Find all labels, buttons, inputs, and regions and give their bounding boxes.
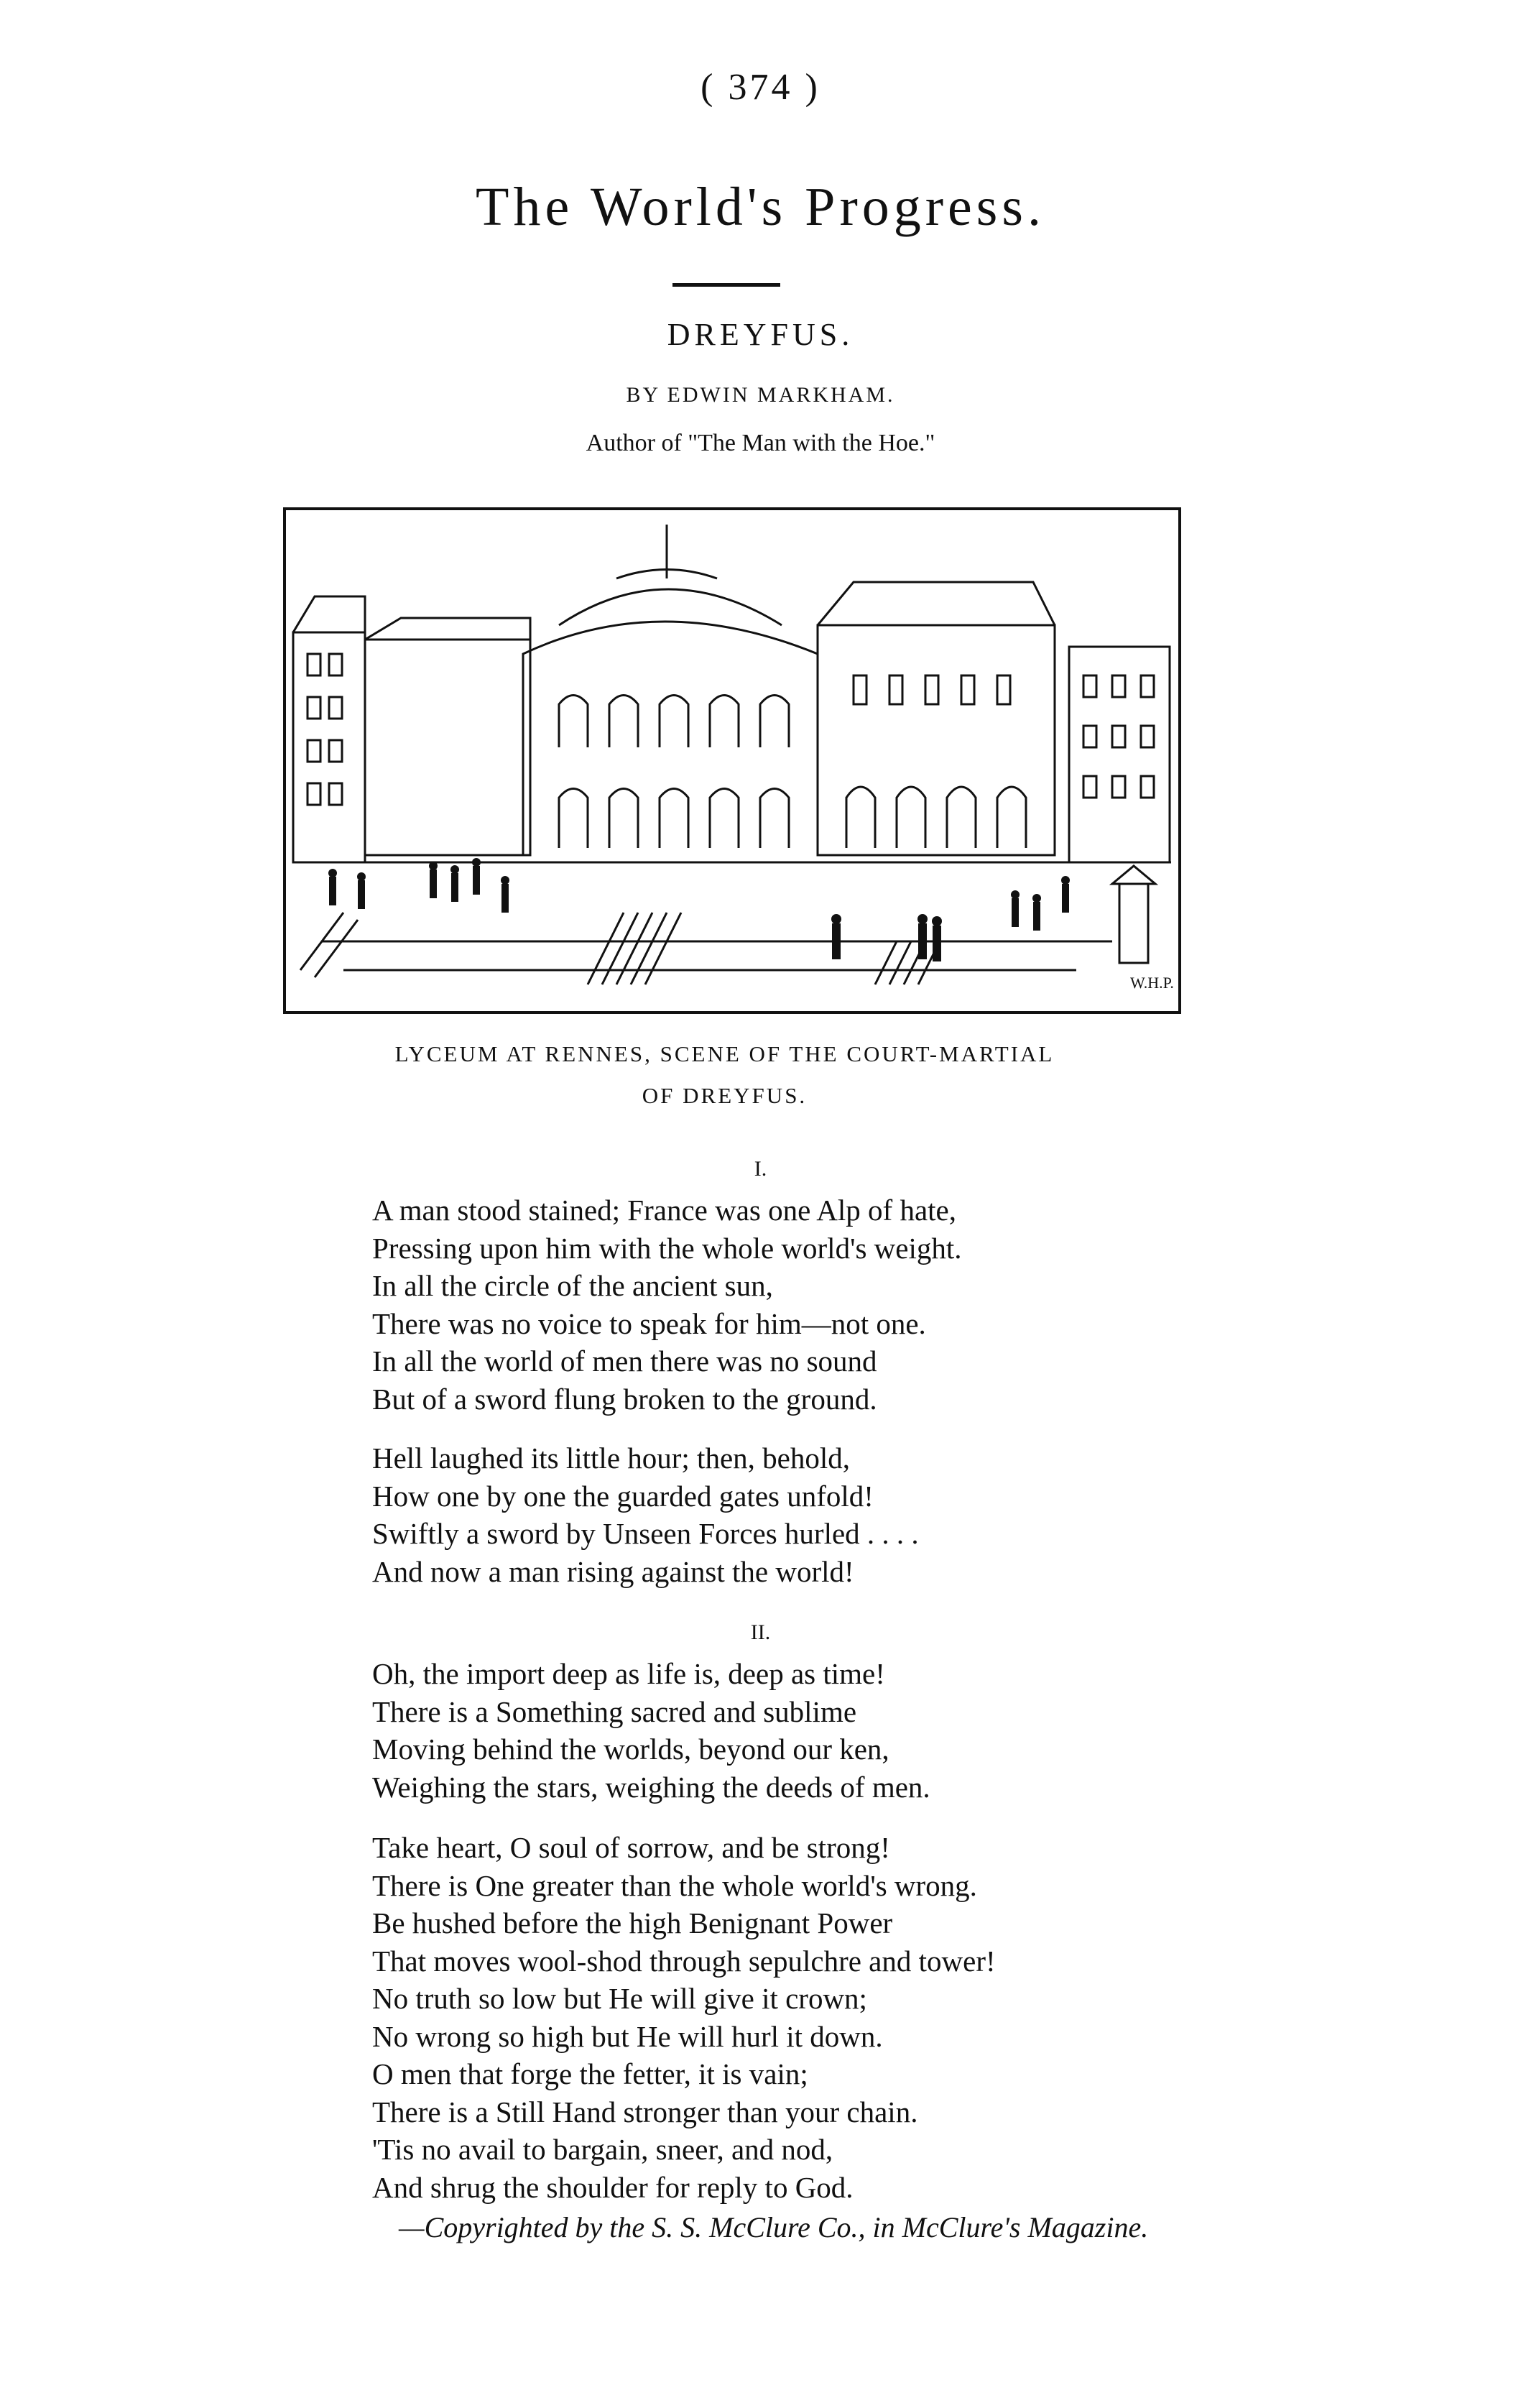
verse-line: 'Tis no avail to bargain, sneer, and nod,	[372, 2133, 833, 2166]
verse-line: There was no voice to speak for him—not one.	[372, 1306, 926, 1340]
verse-line: In all the circle of the ancient sun,	[372, 1269, 773, 1302]
verse-line: No truth so low but He will give it crown;	[372, 1982, 867, 2015]
stanza	[372, 1829, 1198, 2206]
section-number: II.	[750, 1620, 771, 1644]
stanza	[372, 1191, 1198, 1418]
lyceum-illustration	[283, 507, 1181, 1014]
poem-title: DREYFUS.	[667, 317, 854, 352]
author-note: Author of "The Man with the Hoe."	[586, 430, 935, 456]
verse-line: There is a Still Hand stronger than your chain.	[372, 2095, 918, 2128]
verse-line: There is One greater than the whole world's wrong.	[372, 1868, 977, 1902]
page-number: ( 374 )	[701, 67, 820, 108]
stanza	[372, 1655, 1198, 1806]
verse-line: Weighing the stars, weighing the deeds of men.	[372, 1770, 930, 1804]
byline: BY EDWIN MARKHAM.	[626, 383, 895, 407]
verse-line: O men that forge the fetter, it is vain;	[372, 2057, 808, 2090]
page-title: The World's Progress.	[476, 177, 1045, 237]
verse-line: That moves wool-shod through sepulchre and tower!	[372, 1944, 996, 1978]
verse-line: There is a Something sacred and sublime	[372, 1694, 857, 1728]
verse-line: Pressing upon him with the whole world's weight.	[372, 1231, 962, 1265]
verse-line: Be hushed before the high Benignant Power	[372, 1906, 893, 1939]
verse-line: And now a man rising against the world!	[372, 1554, 854, 1588]
verse-line: Hell laughed its little hour; then, behold,	[372, 1441, 850, 1475]
verse-line: And shrug the shoulder for reply to God.	[372, 2170, 854, 2204]
verse-line: Oh, the import deep as life is, deep as time!	[372, 1657, 885, 1690]
caption-line: LYCEUM AT RENNES, SCENE OF THE COURT-MARTIAL	[394, 1041, 1055, 1066]
illustration-caption	[216, 1033, 1234, 1117]
verse-line: No wrong so high but He will hurl it down.	[372, 2019, 883, 2053]
building-engraving-icon	[286, 510, 1178, 1011]
section-number: I.	[754, 1157, 767, 1181]
verse-line: How one by one the guarded gates unfold!	[372, 1479, 874, 1513]
verse-line: Swiftly a sword by Unseen Forces hurled . . . .	[372, 1517, 919, 1550]
verse-line: In all the world of men there was no sound	[372, 1344, 877, 1378]
caption-line: OF DREYFUS.	[642, 1083, 808, 1108]
copyright-credit: —Copyrighted by the S. S. McClure Co., in McClure's Magazine.	[399, 2211, 1149, 2243]
verse-line: But of a sword flung broken to the ground.	[372, 1382, 877, 1416]
stanza	[372, 1439, 1198, 1590]
illustration-signature: W.H.P.	[1130, 974, 1174, 992]
verse-line: A man stood stained; France was one Alp of hate,	[372, 1194, 956, 1227]
verse-line: Take heart, O soul of sorrow, and be strong!	[372, 1831, 890, 1864]
verse-line: Moving behind the worlds, beyond our ken,	[372, 1733, 889, 1766]
title-divider	[672, 283, 780, 287]
